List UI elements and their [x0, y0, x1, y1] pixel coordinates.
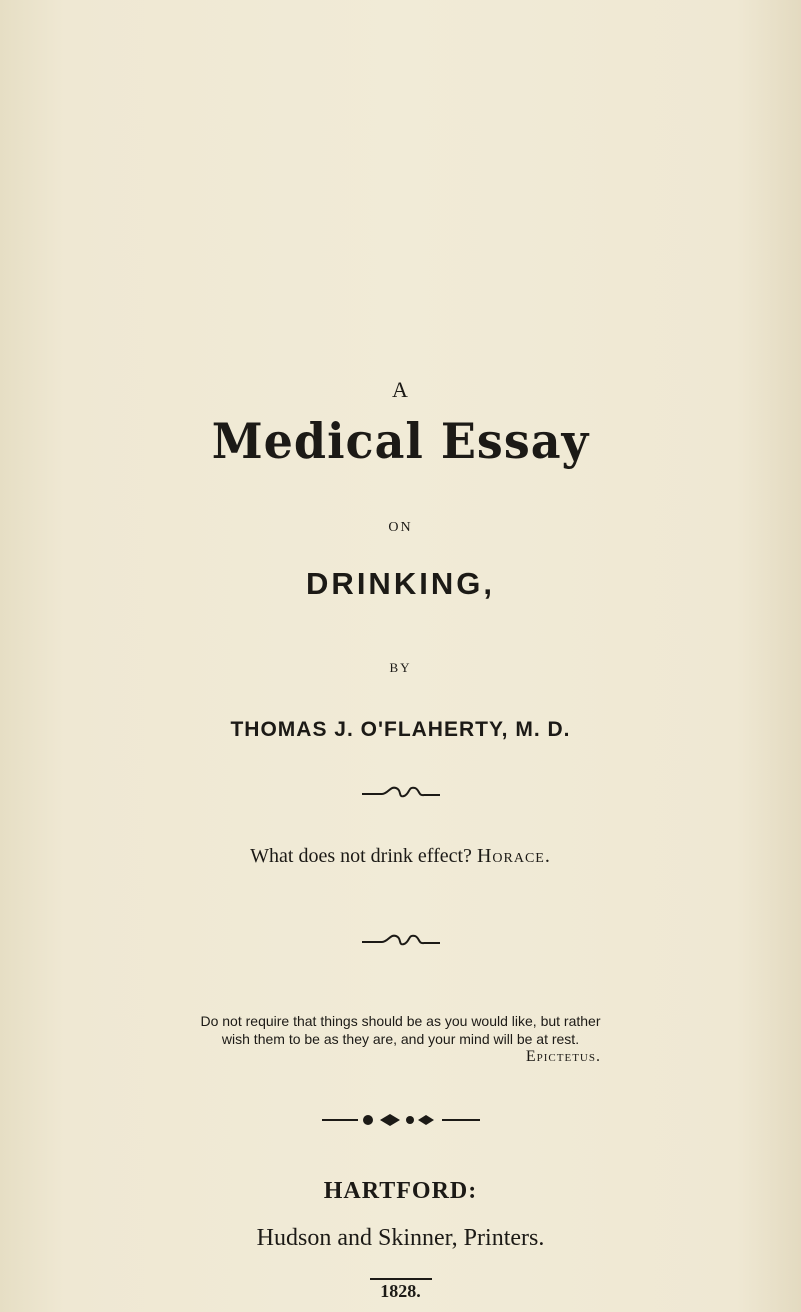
epigraph-horace-text: What does not drink effect?: [250, 845, 472, 867]
epigraph-horace: [0, 845, 801, 868]
imprint-year: 1828.: [380, 1281, 421, 1301]
epigraph-epictetus-attribution: Epictetus.: [525, 1048, 601, 1065]
flourish-ornament-2: [360, 930, 442, 952]
year-rule: [370, 1278, 432, 1280]
book-title: Medical Essay: [211, 412, 590, 470]
by-line: BY: [389, 660, 412, 675]
epigraph-horace-attribution: Horace.: [476, 845, 551, 867]
article-a: A: [392, 377, 409, 402]
author-name: THOMAS J. O'FLAHERTY, M. D.: [230, 718, 571, 741]
imprint-printer: Hudson and Skinner, Printers.: [256, 1225, 545, 1251]
epigraph-epictetus-line-1: Do not require that things should be as you would like, but rather: [200, 1013, 601, 1029]
epigraph-epictetus: [0, 1012, 801, 1066]
epigraph-epictetus-line-2: wish them to be as they are, and your mind will be at rest.: [221, 1031, 580, 1047]
ornamental-rule: [320, 1110, 482, 1130]
flourish-ornament-1: [360, 782, 442, 804]
preposition-on: ON: [388, 520, 413, 535]
imprint-place: HARTFORD:: [323, 1178, 478, 1204]
book-subject: DRINKING,: [306, 566, 495, 601]
